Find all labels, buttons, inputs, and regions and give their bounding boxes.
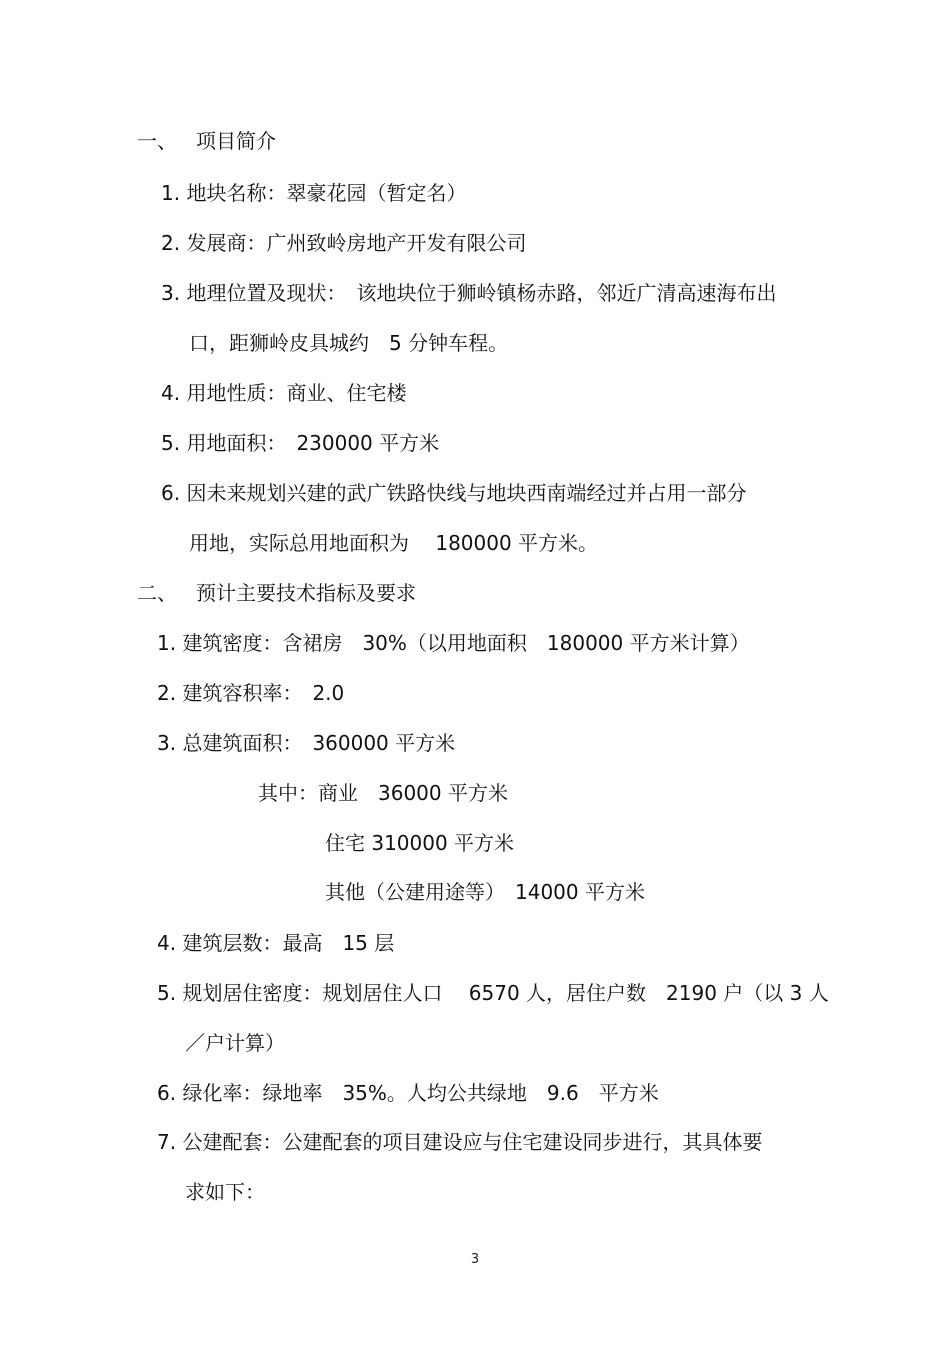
- item-3-total-floor-area: 3. 总建筑面积： 360000 平方米: [157, 731, 456, 755]
- item-4-land-use: 4. 用地性质：商业、住宅楼: [161, 381, 407, 405]
- item-6-green-rate: 6. 绿化率：绿地率 35%。人均公共绿地 9.6 平方米: [157, 1081, 659, 1105]
- item-6-railway-cont: 用地，实际总用地面积为 180000 平方米。: [189, 531, 599, 555]
- section-1-number: 一、: [137, 129, 177, 153]
- item-1-plot-name: 1. 地块名称：翠豪花园（暂定名）: [161, 181, 467, 205]
- section-1-heading: 项目简介: [196, 129, 276, 153]
- section-2-number: 二、: [137, 581, 177, 605]
- item-5-land-area: 5. 用地面积： 230000 平方米: [161, 431, 440, 455]
- page-number: 3: [470, 1252, 480, 1267]
- item-7-public-facilities: 7. 公建配套：公建配套的项目建设应与住宅建设同步进行，其具体要: [157, 1130, 763, 1154]
- breakdown-other: 其他（公建用途等） 14000 平方米: [325, 880, 645, 904]
- breakdown-commercial: 其中：商业 36000 平方米: [258, 781, 508, 805]
- item-5-residential-density: 5. 规划居住密度：规划居住人口 6570 人，居住户数 2190 户（以 3 人: [157, 981, 829, 1005]
- section-2-heading: 预计主要技术指标及要求: [196, 581, 416, 605]
- item-2-plot-ratio: 2. 建筑容积率： 2.0: [157, 681, 345, 705]
- item-3-location: 3. 地理位置及现状： 该地块位于狮岭镇杨赤路，邻近广清高速海布出: [161, 281, 777, 305]
- item-7-public-facilities-cont: 求如下：: [185, 1180, 265, 1204]
- item-2-developer: 2. 发展商：广州致岭房地产开发有限公司: [161, 231, 527, 255]
- item-4-floors: 4. 建筑层数：最高 15 层: [157, 931, 395, 955]
- breakdown-residential: 住宅 310000 平方米: [325, 831, 515, 855]
- item-3-location-cont: 口，距狮岭皮具城约 5 分钟车程。: [189, 331, 509, 355]
- item-1-density: 1. 建筑密度：含裙房 30%（以用地面积 180000 平方米计算）: [157, 631, 750, 655]
- item-5-residential-density-cont: ／户计算）: [185, 1031, 285, 1055]
- item-6-railway: 6. 因未来规划兴建的武广铁路快线与地块西南端经过并占用一部分: [161, 481, 747, 505]
